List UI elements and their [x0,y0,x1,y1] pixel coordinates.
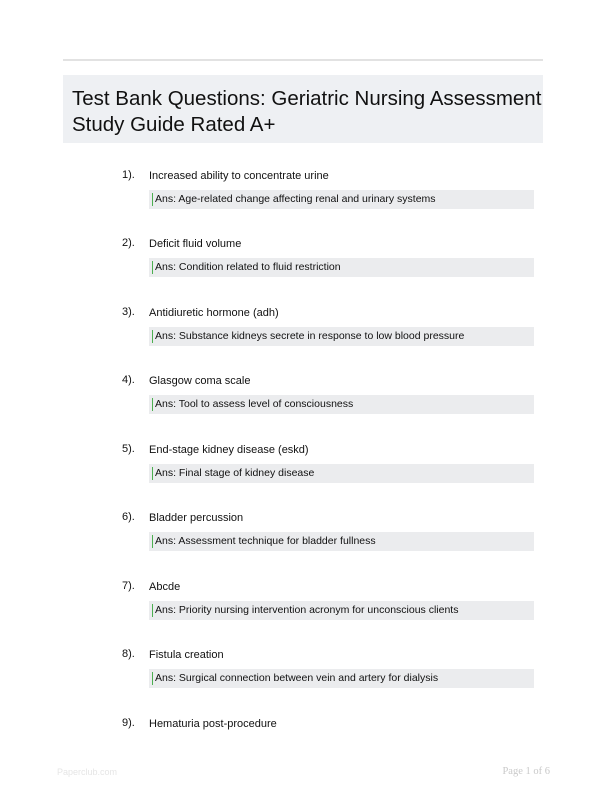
question-text: Glasgow coma scale [149,375,251,387]
answer-box [149,327,534,346]
question-number: 7). [122,580,135,592]
answer-marker [152,604,153,617]
question-number: 2). [122,237,135,249]
page-number: Page 1 of 6 [502,766,550,777]
question-text: Increased ability to concentrate urine [149,170,329,182]
top-divider [63,59,543,61]
title-banner [63,75,543,143]
question-text: Bladder percussion [149,512,244,524]
answer-box [149,532,534,551]
answer-marker [152,193,153,206]
question-number: 1). [122,169,135,181]
answer-text: Ans: Tool to assess level of consciousness [155,398,354,410]
answer-text: Ans: Substance kidneys secrete in response to low blood pressure [155,330,465,342]
answer-text: Ans: Assessment technique for bladder fullness [155,535,376,547]
answer-marker [152,672,153,685]
qa-item [0,647,606,707]
answer-box [149,258,534,277]
question-number: 3). [122,306,135,318]
qa-item [0,305,606,365]
answer-box [149,669,534,688]
answer-text: Ans: Surgical connection between vein and artery for dialysis [155,672,439,684]
answer-box [149,601,534,620]
answer-text: Ans: Age-related change affecting renal and urinary systems [155,193,436,205]
qa-item [0,373,606,433]
question-number: 5). [122,443,135,455]
answer-marker [152,261,153,274]
answer-marker [152,330,153,343]
question-number: 9). [122,717,135,729]
answer-text: Ans: Priority nursing intervention acronym for unconscious clients [155,604,459,616]
question-number: 6). [122,511,135,523]
answer-box [149,190,534,209]
question-text: Abcde [149,581,181,593]
question-text: Hematuria post-procedure [149,718,277,730]
question-text: Antidiuretic hormone (adh) [149,307,279,319]
answer-box [149,395,534,414]
qa-item [0,716,606,736]
document-title: Test Bank Questions: Geriatric Nursing Assessment Study Guide Rated A+ [72,87,542,136]
footer-watermark: Paperclub.com [57,767,118,777]
qa-item [0,579,606,639]
question-number: 4). [122,374,135,386]
question-text: End-stage kidney disease (eskd) [149,444,309,456]
answer-text: Ans: Final stage of kidney disease [155,467,315,479]
answer-marker [152,398,153,411]
answer-box [149,464,534,483]
question-text: Fistula creation [149,649,224,661]
question-text: Deficit fluid volume [149,238,242,250]
qa-item [0,510,606,570]
qa-item [0,168,606,228]
qa-item [0,442,606,502]
answer-marker [152,535,153,548]
answer-text: Ans: Condition related to fluid restriction [155,261,341,273]
question-number: 8). [122,648,135,660]
answer-marker [152,467,153,480]
qa-item [0,236,606,296]
